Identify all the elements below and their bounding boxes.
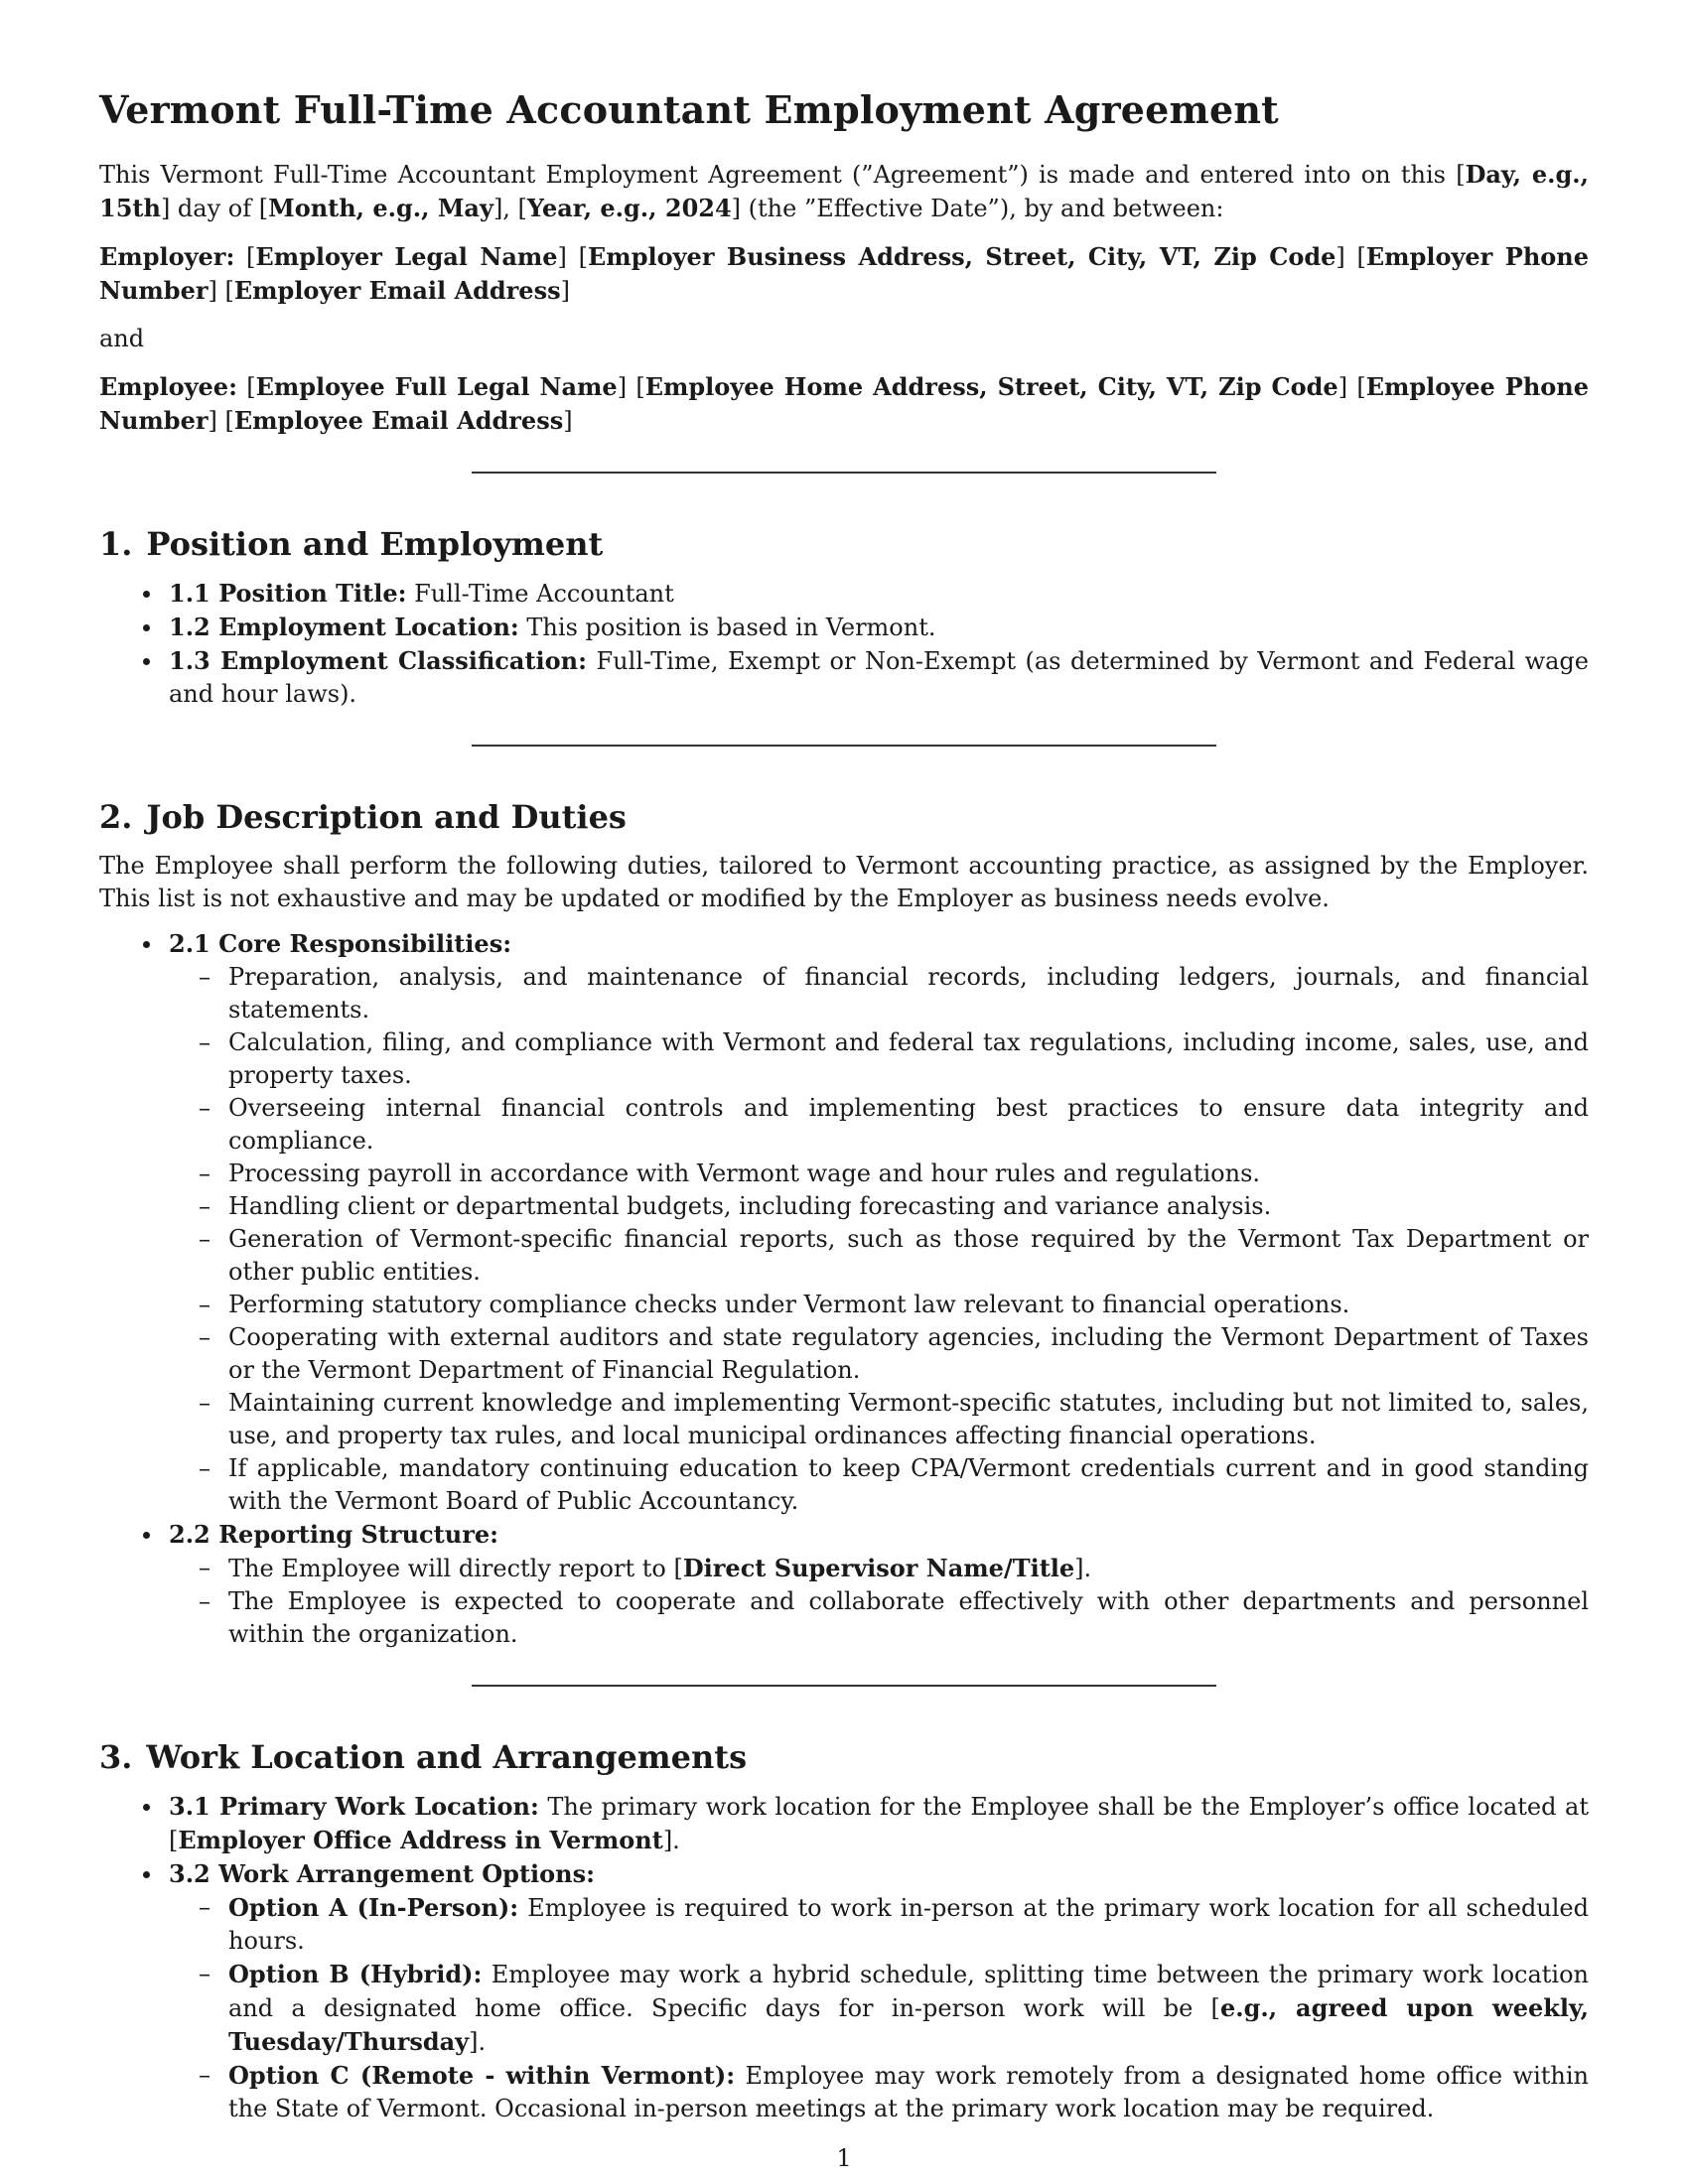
page-number: 1 xyxy=(836,2144,852,2172)
employee-email: Employee Email Address xyxy=(233,406,564,435)
list-item xyxy=(228,1891,1589,1958)
item-text: Full-Time Accountant xyxy=(414,580,674,608)
section-divider xyxy=(472,472,1216,474)
employee-phone: Employee Phone Number xyxy=(99,372,1589,435)
list-item: – Generation of Vermont-specific financial reports, such as those required by the Vermont Tax Department or other public entities. xyxy=(228,1223,1589,1289)
list-item xyxy=(169,1790,1589,1857)
section-divider xyxy=(472,1685,1216,1687)
section-heading-2 xyxy=(99,798,1589,836)
schedule-placeholder: e.g., agreed upon weekly, Tuesday/Thursday xyxy=(228,1993,1590,2056)
item-label: 2.2 Reporting Structure: xyxy=(169,1520,498,1549)
day-placeholder: Day, e.g., 15th xyxy=(99,160,1590,222)
item-text: ]. xyxy=(1074,1555,1092,1582)
option-label: Option A (In-Person): xyxy=(228,1893,519,1922)
item-text: The primary work location for the Employee shall be the Employer’s office located at [ xyxy=(169,1793,1589,1854)
list-item: – Performing statutory compliance checks under Vermont law relevant to financial operations. xyxy=(228,1289,1589,1321)
section-2-intro: The Employee shall perform the following duties, tailored to Vermont accounting practice, as assigned by the Employer. This list is not exhaustive and may be updated or modified by the Employer as business needs evolve. xyxy=(99,852,1589,912)
employee-label: Employee: xyxy=(99,372,237,401)
intro-text: ], [ xyxy=(492,195,527,222)
employer-address: Employer Business Address, Street, City, VT, Zip Code xyxy=(588,242,1336,271)
employer-phone: Employer Phone Number xyxy=(99,242,1590,305)
list-item: – If applicable, mandatory continuing education to keep CPA/Vermont credentials current and in good standing with the Vermont Board of Public Accountancy. xyxy=(228,1452,1589,1518)
option-label: Option B (Hybrid): xyxy=(228,1960,483,1988)
section-number: 3. xyxy=(99,1738,133,1776)
list-item: – Handling client or departmental budgets, including forecasting and variance analysis. xyxy=(228,1190,1589,1223)
list-item: – Cooperating with external auditors and state regulatory agencies, including the Vermont Department of Taxes or the Vermont Department of Financial Regulation. xyxy=(228,1321,1589,1387)
item-text: ]. xyxy=(662,1827,680,1854)
intro-text: ] (the ”Effective Date”), by and between: xyxy=(731,195,1224,222)
item-text: The Employee will directly report to [ xyxy=(228,1555,683,1582)
month-placeholder: Month, e.g., May xyxy=(268,194,493,222)
work-options-list xyxy=(169,1891,1589,2125)
employer-label: Employer: xyxy=(99,242,235,271)
intro-text: ] day of [ xyxy=(160,195,269,222)
section-1-list xyxy=(99,577,1589,711)
item-text: This position is based in Vermont. xyxy=(526,614,936,641)
office-address-placeholder: Employer Office Address in Vermont xyxy=(178,1826,663,1854)
section-number: 1. xyxy=(99,525,133,563)
item-label: 1.3 Employment Classification: xyxy=(169,646,587,675)
intro-text: This Vermont Full-Time Accountant Employment Agreement (”Agreement”) is made and entered into on this [ xyxy=(99,161,1466,189)
list-item xyxy=(169,1518,1589,1651)
list-item: – Overseeing internal financial controls and implementing best practices to ensure data integrity and compliance. xyxy=(228,1092,1589,1158)
section-title: Job Description and Duties xyxy=(146,798,627,836)
list-item xyxy=(169,927,1589,1518)
document-page xyxy=(99,87,1589,2125)
item-text: Full-Time, Exempt or Non-Exempt (as determined by Vermont and Federal wage and hour laws). xyxy=(169,647,1589,708)
list-item xyxy=(169,644,1589,711)
item-label: 1.1 Position Title: xyxy=(169,579,407,608)
employee-block: Employee: [Employee Full Legal Name] [Employee Home Address, Street, City, VT, Zip Code] [Employee Phone Number] [Employee Email Address] xyxy=(99,372,1589,435)
item-text: Employee may work remotely from a designated home office within the State of Vermont. Occasional in-person meetings at the primary work location may be required. xyxy=(228,2062,1589,2122)
list-item: – Maintaining current knowledge and implementing Vermont-specific statutes, including but not limited to, sales, use, and property tax rules, and local municipal ordinances affecting financial operations. xyxy=(228,1387,1589,1452)
employee-name: Employee Full Legal Name xyxy=(255,372,618,401)
list-item xyxy=(228,2059,1589,2125)
employer-name: Employer Legal Name xyxy=(255,242,558,271)
intro-paragraph xyxy=(99,158,1589,225)
document-title: Vermont Full-Time Accountant Employment Agreement xyxy=(99,87,1279,132)
core-responsibilities-list xyxy=(169,961,1589,1518)
section-title: Work Location and Arrangements xyxy=(146,1738,748,1776)
list-item: – Preparation, analysis, and maintenance of financial records, including ledgers, journals, and financial statements. xyxy=(228,961,1589,1026)
section-number: 2. xyxy=(99,798,133,836)
supervisor-placeholder: Direct Supervisor Name/Title xyxy=(682,1554,1075,1582)
list-item xyxy=(169,577,1589,611)
list-item xyxy=(169,611,1589,644)
list-item: – Processing payroll in accordance with Vermont wage and hour rules and regulations. xyxy=(228,1158,1589,1190)
section-heading-1 xyxy=(99,525,1589,563)
year-placeholder: Year, e.g., 2024 xyxy=(526,194,732,222)
item-text: Employee is required to work in-person at the primary work location for all scheduled hours. xyxy=(228,1894,1590,1955)
item-label: 2.1 Core Responsibilities: xyxy=(169,929,512,958)
employee-address: Employee Home Address, Street, City, VT, Zip Code xyxy=(644,372,1338,401)
reporting-list xyxy=(169,1552,1589,1651)
employer-block: Employer: [Employer Legal Name] [Employer Business Address, Street, City, VT, Zip Code] [Employer Phone Number] [Employer Email Address] xyxy=(99,242,1590,305)
item-label: 3.1 Primary Work Location: xyxy=(169,1792,539,1821)
item-label: 3.2 Work Arrangement Options: xyxy=(169,1859,595,1888)
and-text: and xyxy=(99,325,145,352)
list-item: – Calculation, filing, and compliance with Vermont and federal tax regulations, including income, sales, use, and property taxes. xyxy=(228,1026,1589,1092)
section-heading-3 xyxy=(99,1738,1589,1776)
item-label: 1.2 Employment Location: xyxy=(169,613,519,641)
item-text: ]. xyxy=(469,2028,487,2056)
option-label: Option C (Remote - within Vermont): xyxy=(228,2061,736,2090)
employer-email: Employer Email Address xyxy=(233,276,561,305)
item-text: Employee may work a hybrid schedule, splitting time between the primary work location and a designated home office. Specific days for in-person work will be [ xyxy=(228,1961,1590,2022)
section-title: Position and Employment xyxy=(146,525,604,563)
list-item xyxy=(228,1958,1589,2059)
section-2-list xyxy=(99,927,1589,1651)
list-item: – The Employee is expected to cooperate and collaborate effectively with other departments and personnel within the organization. xyxy=(228,1585,1589,1651)
section-3-list xyxy=(99,1790,1589,2125)
list-item xyxy=(169,1857,1589,2125)
list-item xyxy=(228,1552,1589,1585)
section-divider xyxy=(472,745,1216,747)
